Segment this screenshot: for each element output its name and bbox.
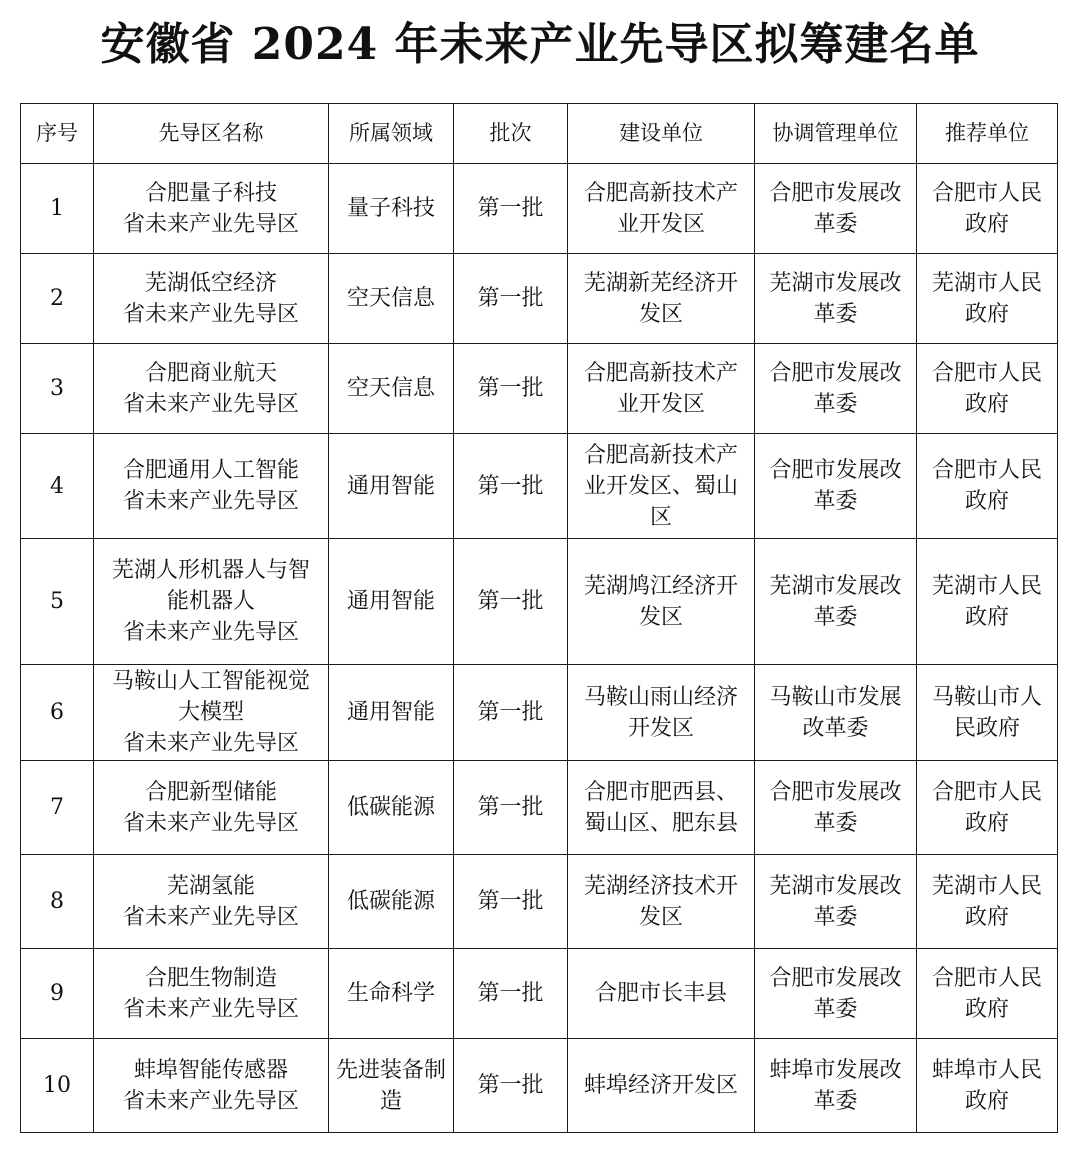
cell-coordinator: 芜湖市发展改革委 xyxy=(755,254,917,344)
zone-name-line: 芜湖人形机器人与智 xyxy=(111,558,310,583)
cell-serial-number: 7 xyxy=(21,761,94,855)
cell-field: 量子科技 xyxy=(329,164,454,254)
table-row xyxy=(21,665,1058,761)
zone-name-line: 合肥新型储能 xyxy=(144,779,277,805)
header-field: 所属领域 xyxy=(329,104,454,164)
zone-name-line: 马鞍山人工智能视觉 xyxy=(111,669,310,694)
zone-name-line: 合肥生物制造 xyxy=(144,965,277,991)
cell-field: 通用智能 xyxy=(329,434,454,539)
cell-recommender: 蚌埠市人民政府 xyxy=(917,1039,1058,1133)
cell-coordinator: 合肥市发展改革委 xyxy=(755,164,917,254)
cell-serial-number: 10 xyxy=(21,1039,94,1133)
cell-recommender: 合肥市人民政府 xyxy=(917,344,1058,434)
cell-serial-number: 6 xyxy=(21,665,94,761)
cell-builder: 合肥市肥西县、蜀山区、肥东县 xyxy=(568,761,755,855)
zone-name-line: 省未来产业先导区 xyxy=(122,211,299,237)
cell-serial-number: 8 xyxy=(21,855,94,949)
cell-field: 空天信息 xyxy=(329,254,454,344)
table-row xyxy=(21,1039,1058,1133)
cell-batch: 第一批 xyxy=(454,539,568,665)
page-title: 安徽省 2024 年未来产业先导区拟筹建名单 xyxy=(100,19,980,70)
cell-recommender: 马鞍山市人民政府 xyxy=(917,665,1058,761)
zone-name-line: 芜湖低空经济 xyxy=(144,270,277,296)
cell-batch: 第一批 xyxy=(454,254,568,344)
zone-name-line: 省未来产业先导区 xyxy=(122,996,299,1022)
cell-builder: 蚌埠经济开发区 xyxy=(568,1039,755,1133)
cell-field: 通用智能 xyxy=(329,665,454,761)
table-row xyxy=(21,539,1058,665)
zone-name-line: 省未来产业先导区 xyxy=(122,810,299,836)
cell-serial-number: 5 xyxy=(21,539,94,665)
cell-batch: 第一批 xyxy=(454,434,568,539)
cell-recommender: 合肥市人民政府 xyxy=(917,949,1058,1039)
cell-builder: 马鞍山雨山经济开发区 xyxy=(568,665,755,761)
zone-name-line: 省未来产业先导区 xyxy=(122,301,299,327)
cell-field: 低碳能源 xyxy=(329,855,454,949)
table-row xyxy=(21,761,1058,855)
cell-coordinator: 马鞍山市发展改革委 xyxy=(755,665,917,761)
table-row xyxy=(21,949,1058,1039)
cell-batch: 第一批 xyxy=(454,665,568,761)
cell-recommender: 芜湖市人民政府 xyxy=(917,254,1058,344)
zone-name-line: 省未来产业先导区 xyxy=(122,391,299,417)
cell-zone-name xyxy=(94,949,329,1039)
cell-builder: 合肥高新技术产业开发区 xyxy=(568,164,755,254)
cell-coordinator: 合肥市发展改革委 xyxy=(755,434,917,539)
cell-zone-name xyxy=(94,344,329,434)
cell-coordinator: 合肥市发展改革委 xyxy=(755,344,917,434)
cell-builder: 合肥高新技术产业开发区 xyxy=(568,344,755,434)
header-batch: 批次 xyxy=(454,104,568,164)
cell-batch: 第一批 xyxy=(454,761,568,855)
cell-recommender: 合肥市人民政府 xyxy=(917,761,1058,855)
cell-field: 通用智能 xyxy=(329,539,454,665)
cell-field: 空天信息 xyxy=(329,344,454,434)
cell-builder: 合肥市长丰县 xyxy=(568,949,755,1039)
cell-field: 先进装备制造 xyxy=(329,1039,454,1133)
cell-batch: 第一批 xyxy=(454,949,568,1039)
cell-serial-number: 4 xyxy=(21,434,94,539)
zone-name-line: 合肥量子科技 xyxy=(144,180,277,206)
cell-coordinator: 蚌埠市发展改革委 xyxy=(755,1039,917,1133)
cell-zone-name xyxy=(94,434,329,539)
zone-name-line: 合肥商业航天 xyxy=(144,360,277,386)
table-body xyxy=(21,164,1058,1133)
cell-zone-name xyxy=(94,1039,329,1133)
zone-name-line: 省未来产业先导区 xyxy=(122,1088,299,1114)
header-zone-name: 先导区名称 xyxy=(94,104,329,164)
cell-coordinator: 合肥市发展改革委 xyxy=(755,761,917,855)
table-row xyxy=(21,434,1058,539)
cell-builder: 芜湖新芜经济开发区 xyxy=(568,254,755,344)
header-recommender: 推荐单位 xyxy=(917,104,1058,164)
cell-batch: 第一批 xyxy=(454,344,568,434)
zone-name-line: 蚌埠智能传感器 xyxy=(133,1057,288,1083)
header-serial-number: 序号 xyxy=(21,104,94,164)
cell-batch: 第一批 xyxy=(454,164,568,254)
zone-name-line: 省未来产业先导区 xyxy=(122,489,299,514)
cell-coordinator: 合肥市发展改革委 xyxy=(755,949,917,1039)
cell-coordinator: 芜湖市发展改革委 xyxy=(755,539,917,665)
zone-name-line: 省未来产业先导区 xyxy=(122,904,299,930)
cell-zone-name xyxy=(94,164,329,254)
cell-serial-number: 1 xyxy=(21,164,94,254)
zone-name-line: 能机器人 xyxy=(166,589,255,614)
table-row xyxy=(21,855,1058,949)
cell-zone-name xyxy=(94,761,329,855)
cell-builder: 芜湖鸠江经济开发区 xyxy=(568,539,755,665)
cell-field: 生命科学 xyxy=(329,949,454,1039)
table-header-row xyxy=(21,104,1058,164)
cell-builder: 合肥高新技术产业开发区、蜀山区 xyxy=(568,434,755,539)
table-row xyxy=(21,254,1058,344)
cell-zone-name xyxy=(94,539,329,665)
cell-builder: 芜湖经济技术开发区 xyxy=(568,855,755,949)
cell-zone-name xyxy=(94,254,329,344)
cell-batch: 第一批 xyxy=(454,855,568,949)
cell-recommender: 芜湖市人民政府 xyxy=(917,539,1058,665)
table-row xyxy=(21,344,1058,434)
pilot-zone-table xyxy=(20,103,1058,1133)
cell-serial-number: 2 xyxy=(21,254,94,344)
cell-serial-number: 9 xyxy=(21,949,94,1039)
header-builder: 建设单位 xyxy=(568,104,755,164)
cell-coordinator: 芜湖市发展改革委 xyxy=(755,855,917,949)
cell-recommender: 合肥市人民政府 xyxy=(917,164,1058,254)
cell-zone-name xyxy=(94,855,329,949)
zone-name-line: 合肥通用人工智能 xyxy=(122,458,299,483)
cell-recommender: 芜湖市人民政府 xyxy=(917,855,1058,949)
cell-recommender: 合肥市人民政府 xyxy=(917,434,1058,539)
cell-batch: 第一批 xyxy=(454,1039,568,1133)
cell-field: 低碳能源 xyxy=(329,761,454,855)
zone-name-line: 省未来产业先导区 xyxy=(122,620,299,645)
cell-zone-name xyxy=(94,665,329,761)
cell-serial-number: 3 xyxy=(21,344,94,434)
zone-name-line: 芜湖氢能 xyxy=(166,873,255,899)
zone-name-line: 省未来产业先导区 xyxy=(122,731,299,756)
zone-name-line: 大模型 xyxy=(177,700,244,725)
header-coordinator: 协调管理单位 xyxy=(755,104,917,164)
table-row xyxy=(21,164,1058,254)
